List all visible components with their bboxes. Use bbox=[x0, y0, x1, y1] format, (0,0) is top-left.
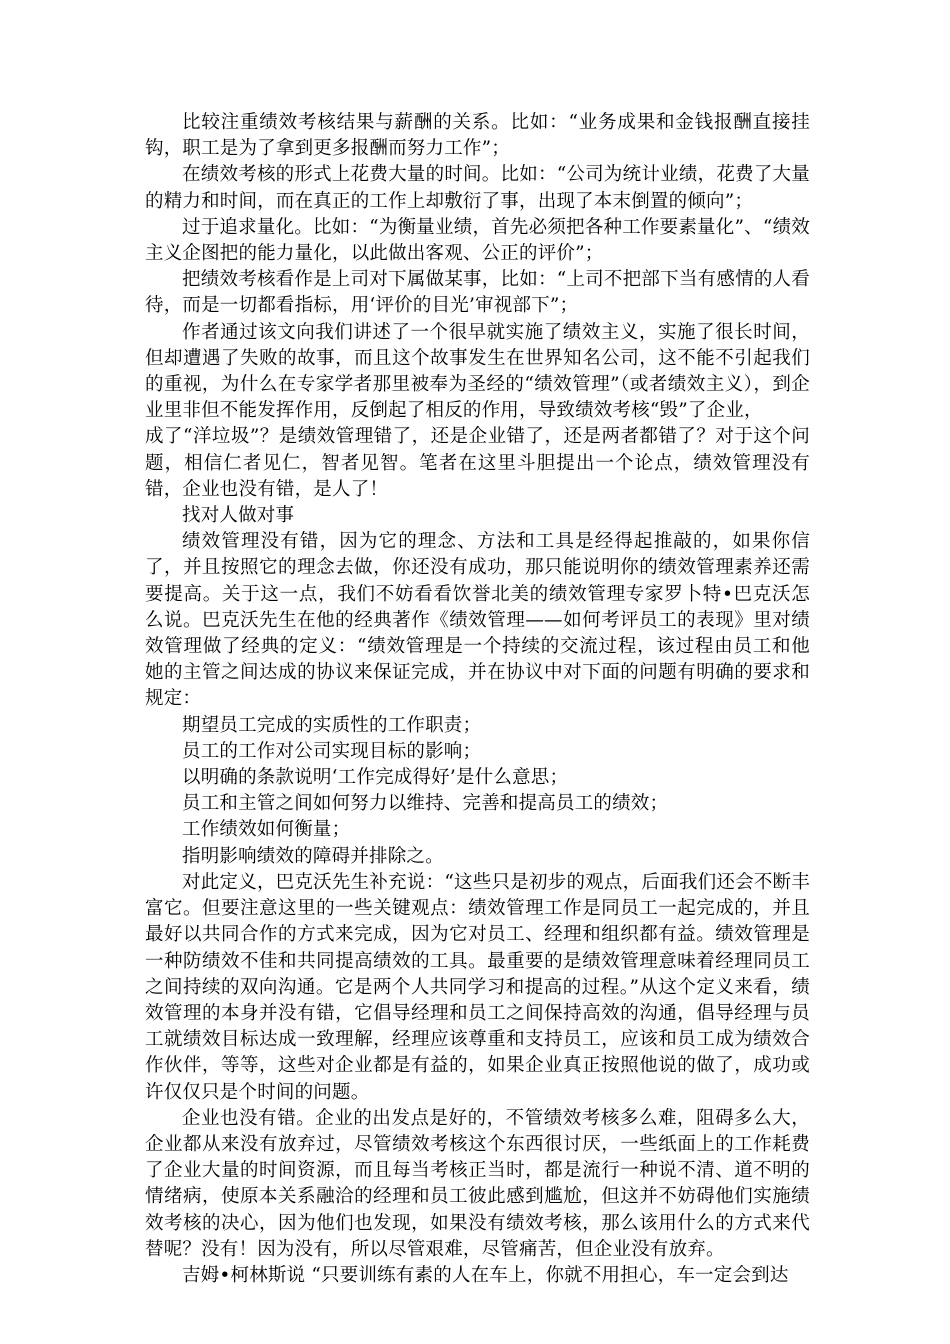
paragraph-supplement: 对此定义，巴克沃先生补充说：“这些只是初步的观点，后面我们还会不断丰富它。但要注意这里的一些关键观点：绩效管理工作是同员工一起完成的，并且最好以共同合作的方式来完成，因为它对员工、经理和组织都有益。绩效管理是一种防绩效不佳和共同提高绩效的工具。最重要的是绩效管理意味着经理同员工之间持续的双向沟通。它是两个人共同学习和提高的过程。”从这个定义来看，绩效管理的本身并没有错，它倡导经理和员工之间保持高效的沟通，倡导经理与员工就绩效目标达成一致理解，经理应该尊重和支持员工，应该和员工成为绩效合作伙伴，等等，这些对企业都是有益的，如果企业真正按照他说的做了，成功或许仅仅只是个时间的问题。 bbox=[145, 871, 810, 1103]
list-item: 以明确的条款说明‘工作完成得好’是什么意思； bbox=[182, 767, 569, 789]
section-heading: 找对人做对事 bbox=[182, 505, 295, 527]
paragraph-author-story: 作者通过该文向我们讲述了一个很早就实施了绩效主义，实施了很长时间，但却遭遇了失败的故事，而且这个故事发生在世界知名公司，这不能不引起我们的重视，为什么在专家学者那里被奉为圣经的“绩效管理”（或者绩效主义），到企业里非但不能发挥作用，反倒起了相反的作用，导致绩效考核“毁”了企业， bbox=[145, 321, 810, 422]
list-item: 员工的工作对公司实现目标的影响； bbox=[182, 740, 482, 762]
list-item: 员工和主管之间如何努力以维持、完善和提高员工的绩效； bbox=[182, 793, 669, 815]
paragraph-definition: 绩效管理没有错，因为它的理念、方法和工具是经得起推敲的，如果你信了，并且按照它的理念去做，你还没有成功，那只能说明你的绩效管理素养还需要提高。关于这一点，我们不妨看看饮誉北美的绩效管理专家罗卜特•巴克沃怎么说。巴克沃先生在他的经典著作《绩效管理——如何考评员工的表现》里对绩效管理做了经典的定义：“绩效管理是一个持续的交流过程，该过程由员工和他 她的主管之间达成的协议来保证完成，并在协议中对下面的问题有明确的要求和规定： bbox=[145, 531, 810, 710]
list-item: 工作绩效如何衡量； bbox=[182, 819, 351, 841]
paragraph-quantification: 过于追求量化。比如：“为衡量业绩，首先必须把各种工作要素量化”、“绩效主义企图把的能力量化，以此做出客观、公正的评价”； bbox=[145, 216, 810, 265]
paragraph-enterprise: 企业也没有错。企业的出发点是好的，不管绩效考核多么难，阻碍多么大，企业都从来没有放弃过，尽管绩效考核这个东西很讨厌，一些纸面上的工作耗费了企业大量的时间资源，而且每当考核正当时，都是流行一种说不清、道不明的情绪病，使原本关系融洽的经理和员工彼此感到尴尬，但这并不妨碍他们实施绩效考核的决心，因为他们也发现，如果没有绩效考核，那么该用什么的方式来代替呢？没有！因为没有，所以尽管艰难，尽管痛苦，但企业没有放弃。 bbox=[145, 1107, 810, 1260]
paragraph-thesis: 成了“洋垃圾”？是绩效管理错了，还是企业错了，还是两者都错了？对于这个问题，相信仁者见仁，智者见智。笔者在这里斗胆提出一个论点，绩效管理没有错，企业也没有错，是人了！ bbox=[145, 426, 810, 500]
paragraph-performance-pay: 比较注重绩效考核结果与薪酬的关系。比如：“业务成果和金钱报酬直接挂钩，职工是为了拿到更多报酬而努力工作”； bbox=[145, 112, 810, 160]
paragraph-superior-view: 把绩效考核看作是上司对下属做某事，比如：“上司不把部下当有感情的人看待，而是一切都看指标，用‘评价的目光’审视部下”； bbox=[145, 269, 810, 317]
paragraph-time-spent: 在绩效考核的形式上花费大量的时间。比如：“公司为统计业绩，花费了大量的精力和时间，而在真正的工作上却敷衍了事，出现了本末倒置的倾向”； bbox=[145, 164, 810, 212]
document-body bbox=[145, 110, 810, 1289]
list-item: 指明影响绩效的障碍并排除之。 bbox=[182, 845, 444, 867]
paragraph-collins-quote: 吉姆•柯林斯说 “只要训练有素的人在车上，你就不用担心，车一定会到达 bbox=[182, 1264, 789, 1286]
list-item: 期望员工完成的实质性的工作职责； bbox=[182, 714, 482, 736]
